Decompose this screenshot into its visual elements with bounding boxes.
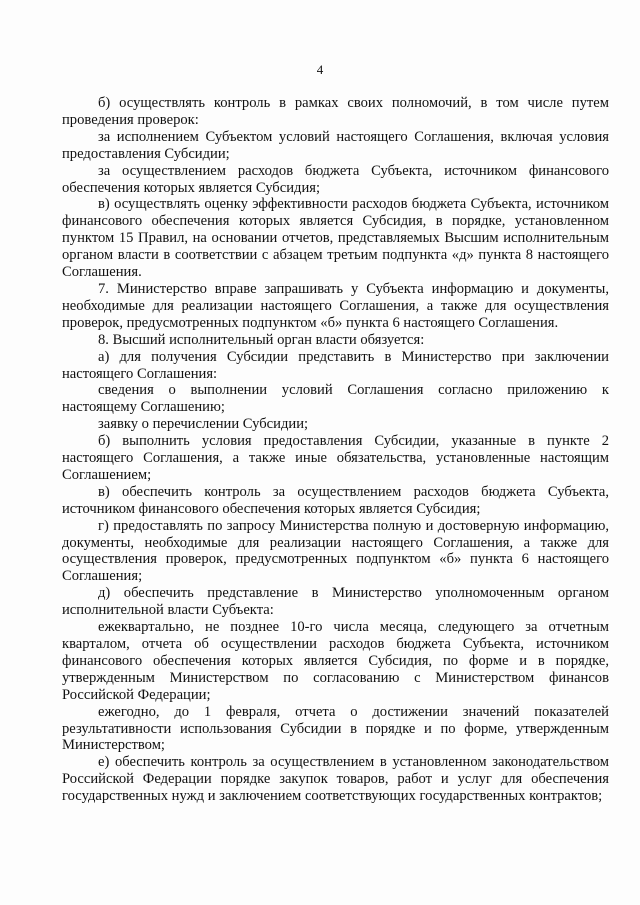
paragraph-6b-item-1: за исполнением Субъектом условий настоящего Соглашения, включая условия предоставления Субсидии; (62, 128, 609, 162)
page-number: 4 (316, 62, 324, 77)
paragraph-8e: е) обеспечить контроль за осуществлением в установленном законодательством Российской Федерации порядке закупок товаров, работ и услуг для обеспечения государственных нужд и заключением соответствующих государственных контрактов; (62, 754, 609, 805)
paragraph-6b-item-2: за осуществлением расходов бюджета Субъекта, источником финансового обеспечения которых является Субсидия; (62, 162, 609, 196)
paragraph-8d: д) обеспечить представление в Министерство уполномоченным органом исполнительной власти Субъекта: (62, 585, 609, 619)
paragraph-8d-item-2: ежегодно, до 1 февраля, отчета о достижении значений показателей результативности использования Субсидии в порядке и по форме, утвержденным Министерством; (62, 703, 609, 754)
paragraph-7: 7. Министерство вправе запрашивать у Субъекта информацию и документы, необходимые для реализации настоящего Соглашения, а также для осуществления проверок, предусмотренных подпунктом «б» пункта 6 настоящего Соглашения. (62, 280, 609, 331)
paragraph-8d-item-1: ежеквартально, не позднее 10-го числа месяца, следующего за отчетным кварталом, отчета об осуществлении расходов бюджета Субъекта, источником финансового обеспечения которых является Субсидия, по форме и в порядке, утвержденным Министерством по согласованию с Министерством финансов Российской Федерации; (62, 619, 609, 703)
paragraph-6b: б) осуществлять контроль в рамках своих полномочий, в том числе путем проведения проверок: (62, 95, 609, 128)
paragraph-8g: г) предоставлять по запросу Министерства полную и достоверную информацию, документы, необходимые для реализации настоящего Соглашения, а также для осуществления проверок, предусмотренных подпунктом «б» пункта 6 настоящего Соглашения; (62, 517, 609, 585)
paragraph-8a-item-2: заявку о перечислении Субсидии; (98, 416, 309, 433)
paragraph-8a-item-1: сведения о выполнении условий Соглашения согласно приложению к настоящему Соглашению; (62, 382, 609, 416)
paragraph-8v: в) обеспечить контроль за осуществлением расходов бюджета Субъекта, источником финансового обеспечения которых является Субсидия; (62, 483, 609, 517)
paragraph-6v: в) осуществлять оценку эффективности расходов бюджета Субъекта, источником финансового обеспечения которых является Субсидия, в порядке, установленном пунктом 15 Правил, на основании отчетов, представляемых Высшим исполнительным органом власти в соответствии с абзацем третьим подпункта «д» пункта 8 настоящего Соглашения. (62, 196, 609, 281)
paragraph-8: 8. Высший исполнительный орган власти обязуется: (98, 331, 425, 348)
paragraph-8a: а) для получения Субсидии представить в Министерство при заключении настоящего Соглашения: (62, 348, 609, 382)
document-body (62, 95, 609, 805)
paragraph-8b: б) выполнить условия предоставления Субсидии, указанные в пункте 2 настоящего Соглашения, а также иные обязательства, установленные настоящим Соглашением; (62, 433, 609, 483)
